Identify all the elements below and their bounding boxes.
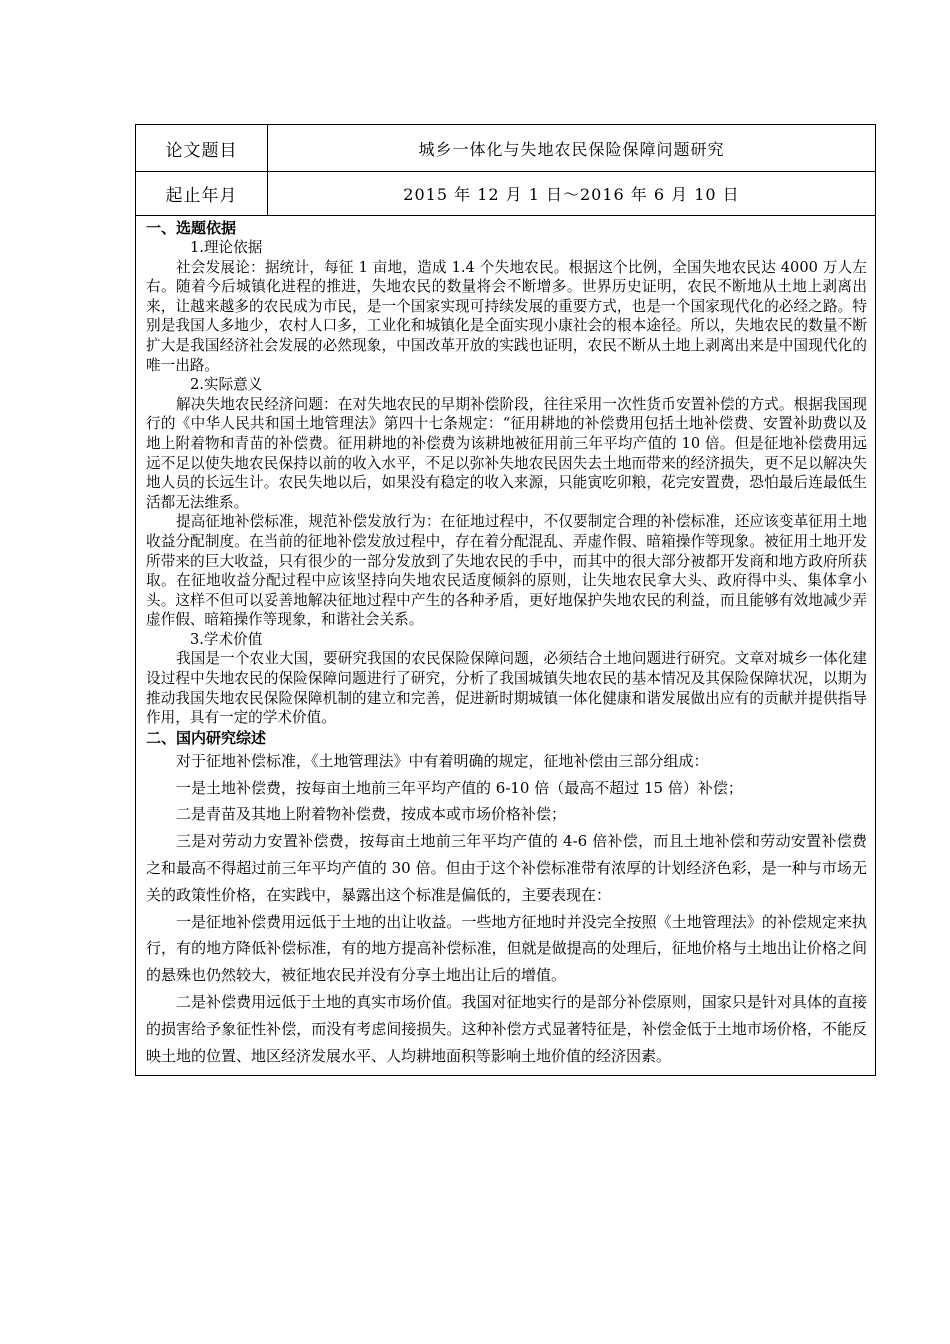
- section2-paragraph: 二是青苗及其地上附着物补偿费，按成本或市场价格补偿；: [176, 805, 567, 824]
- section1-part1-title: 1.理论依据: [190, 239, 263, 256]
- thesis-title-value: 城乡一体化与失地农民保险保障问题研究: [418, 139, 725, 159]
- date-range-value: 2015 年 12 月 1 日～2016 年 6 月 10 日: [403, 185, 740, 204]
- section1-part3-title: 3.学术价值: [190, 630, 263, 648]
- section2-paragraph: 一是征地补偿费用远低于土地的出让收益。一些地方征地时并没完全按照《土地管理法》的补偿规定来执行，有的地方降低补偿标准，有的地方提高补偿标准，但就是做提高的处理后，征地价格与土地出让价格之间的悬殊也仍然较大，被征地农民并没有分享土地出让后的增值。: [146, 912, 867, 985]
- thesis-title-label: 论文题目: [136, 125, 268, 171]
- content-body: [136, 216, 875, 1075]
- thesis-title-row: [136, 125, 875, 172]
- section2-paragraph: 对于征地补偿标准，《土地管理法》中有着明确的规定，征地补偿由三部分组成：: [176, 751, 709, 770]
- section1-heading: 一、选题依据: [146, 219, 237, 237]
- date-range-label: 起止年月: [136, 172, 268, 215]
- section1-part2-paragraph: 提高征地补偿标准，规范补偿发放行为：在征地过程中，不仅要制定合理的补偿标准，还应该变革征用土地收益分配制度。在当前的征地补偿发放过程中，存在着分配混乱、弄虚作假、暗箱操作等现象。被征用土地开发所带来的巨大收益，只有很少的一部分发放到了失地农民的手中，而其中的很大部分被都开发商和地方政府所获取。在征地收益分配过程中应该坚持向失地农民适度倾斜的原则，让失地农民拿大头、政府得中头、集体拿小头。这样不但可以妥善地解决征地过程中产生的各种矛盾，更好地保护失地农民的利益，而且能够有效地减少弄虚作假、暗箱操作等现象，和谐社会关系。: [146, 513, 867, 629]
- section2-paragraph: 三是对劳动力安置补偿费，按每亩土地前三年平均产值的 4-6 倍补偿，而且土地补偿和劳动安置补偿费之和最高不得超过前三年平均产值的 30 倍。但由于这个补偿标准带有浓厚的计划经济色彩，是一种与市场无关的政策性价格，在实践中，暴露出这个标准是偏低的，主要表现在：: [146, 832, 867, 904]
- section2: [146, 728, 867, 1070]
- section2-paragraph: 二是补偿费用远低于土地的真实市场价值。我国对征地实行的是部分补偿原则，国家只是针对具体的直接的损害给予象征性补偿，而没有考虑间接损失。这种补偿方式显著特征是，补偿金低于土地市场价格，不能反映土地的位置、地区经济发展水平、人均耕地面积等影响土地价值的经济因素。: [146, 993, 867, 1065]
- section2-heading: 二、国内研究综述: [146, 728, 267, 747]
- proposal-form-table: [135, 124, 876, 1076]
- section2-paragraph: 一是土地补偿费，按每亩土地前三年平均产值的 6-10 倍（最高不超过 15 倍）补偿；: [176, 778, 743, 797]
- section1-part1-paragraph: 社会发展论：据统计，每征 1 亩地，造成 1.4 个失地农民。根据这个比例，全国失地农民达 4000 万人左右。随着今后城镇化进程的推进，失地农民的数量将会不断增多。世界历史证明，农民不断地从土地上剥离出来，让越来越多的农民成为市民，是一个国家实现可持续发展的重要方式，也是一个国家现代化的必经之路。特别是我国人多地少，农村人口多，工业化和城镇化是全面实现小康社会的根本途径。所以，失地农民的数量不断扩大是我国经济社会发展的必然现象，中国改革开放的实践也证明，农民不断从土地上剥离出来是中国现代化的唯一出路。: [146, 258, 867, 374]
- section1-part2-title: 2.实际意义: [190, 376, 263, 394]
- section1-part2-paragraph: 解决失地农民经济问题：在对失地农民的早期补偿阶段，往往采用一次性货币安置补偿的方式。根据我国现行的《中华人民共和国土地管理法》第四十七条规定：“征用耕地的补偿费用包括土地补偿费、安置补助费以及地上附着物和青苗的补偿费。征用耕地的补偿费为该耕地被征用前三年平均产值的 10 倍。但是征地补偿费用远远不足以使失地农民保持以前的收入水平，不足以弥补失地农民因失去土地而带来的经济损失，更不足以解决失地人员的长远生计。农民失地以后，如果没有稳定的收入来源，只能寅吃卯粮，花完安置费，恐怕最后连最低生活都无法维系。: [146, 395, 867, 511]
- section1-part3-paragraph: 我国是一个农业大国，要研究我国的农民保险保障问题，必须结合土地问题进行研究。文章对城乡一体化建设过程中失地农民的保险保障问题进行了研究，分析了我国城镇失地农民的基本情况及其保险保障状况，以期为推动我国失地农民保险保障机制的建立和完善，促进新时期城镇一体化健康和谐发展做出应有的贡献并提供指导作用，具有一定的学术价值。: [146, 650, 867, 727]
- date-range-row: [136, 172, 875, 216]
